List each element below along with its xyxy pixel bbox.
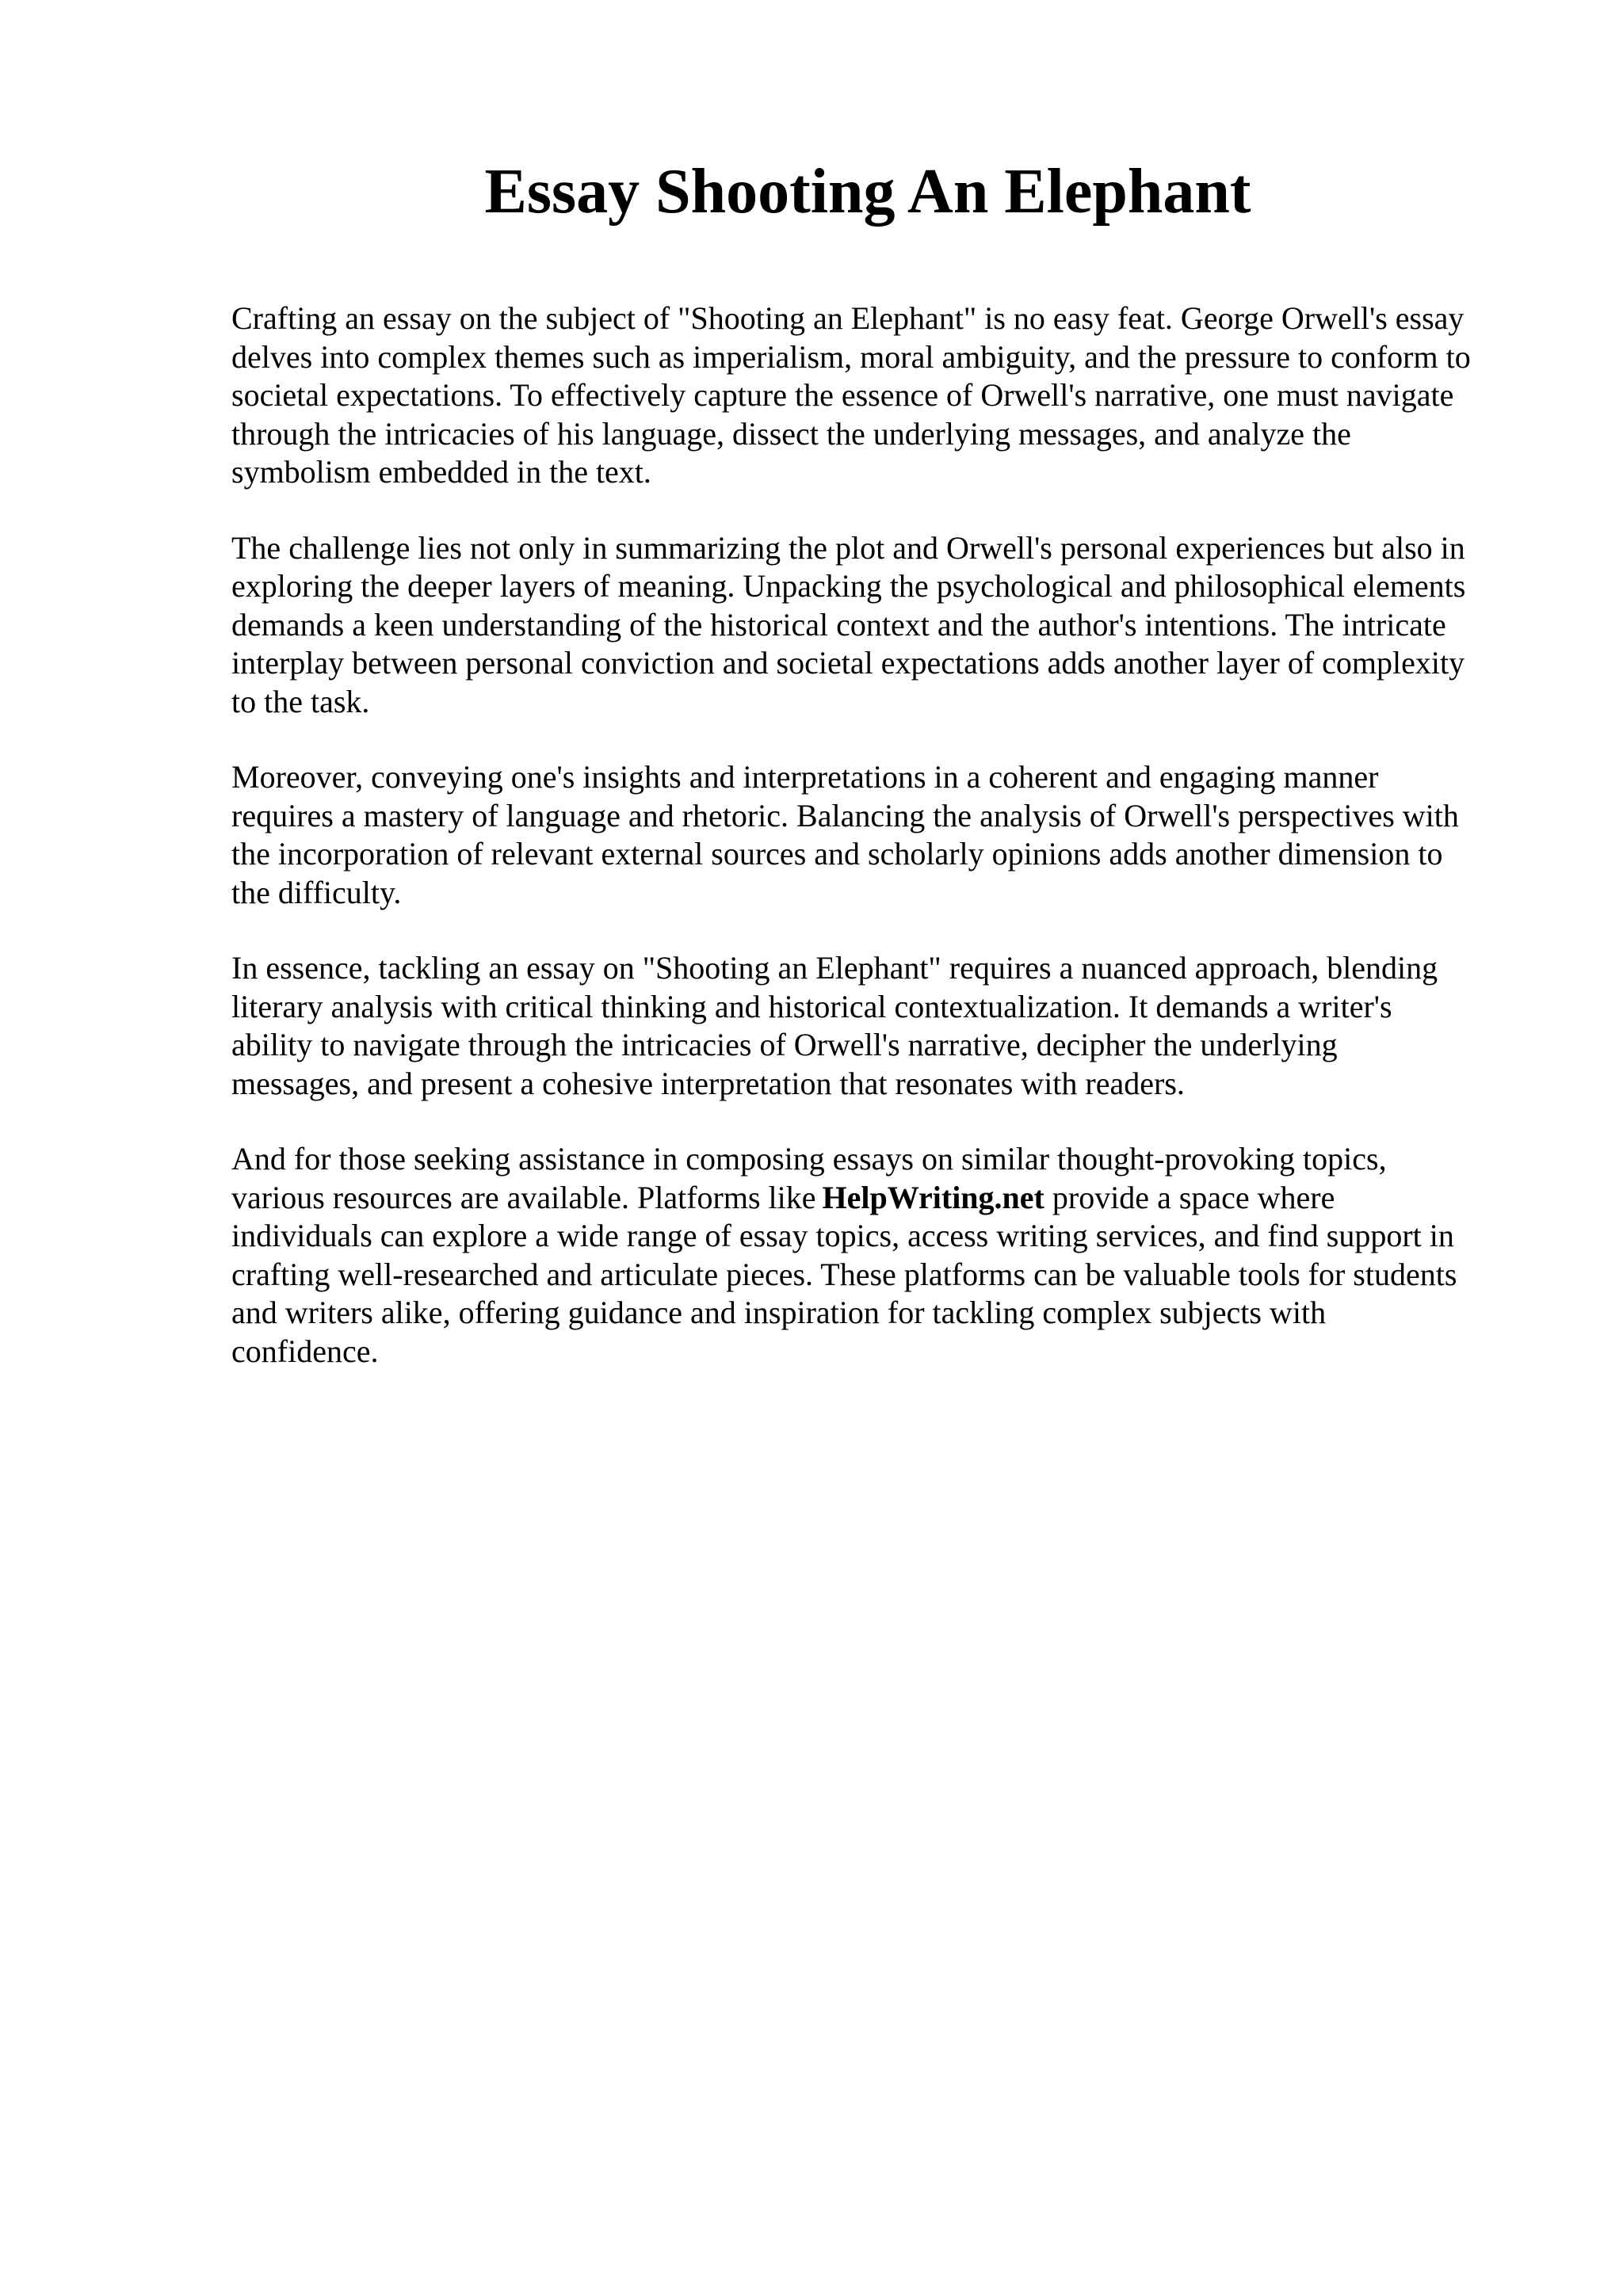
text-line: the incorporation of relevant external sources and scholarly opinions adds another dimension to [231, 836, 1443, 871]
document-body [231, 299, 1531, 1408]
helpwriting-link[interactable]: HelpWriting.net [822, 1179, 1044, 1215]
paragraph-3 [231, 758, 1531, 912]
text-line: The challenge lies not only in summarizing the plot and Orwell's personal experiences but also in [231, 529, 1465, 566]
text-line: confidence. [231, 1333, 379, 1369]
text-line: the difficulty. [231, 874, 402, 910]
text-line: through the intricacies of his language, dissect the underlying messages, and analyze the [231, 415, 1351, 452]
text-line: Moreover, conveying one's insights and interpretations in a coherent and engaging manner [231, 759, 1379, 795]
text-line: messages, and present a cohesive interpretation that resonates with readers. [231, 1065, 1185, 1101]
text-line: crafting well-researched and articulate pieces. These platforms can be valuable tools for students [231, 1256, 1457, 1292]
text-line: and writers alike, offering guidance and inspiration for tackling complex subjects with [231, 1295, 1327, 1330]
text-line: In essence, tackling an essay on "Shooting an Elephant" requires a nuanced approach, blending [231, 950, 1438, 986]
text-segment: various resources are available. Platforms like [231, 1179, 816, 1215]
text-line-with-link [231, 1179, 1531, 1218]
text-line: demands a keen understanding of the historical context and the author's intentions. The intricate [231, 606, 1446, 643]
paragraph-1 [231, 299, 1531, 492]
text-line: individuals can explore a wide range of essay topics, access writing services, and find support in [231, 1218, 1454, 1253]
text-line: symbolism embedded in the text. [231, 454, 651, 490]
text-line: requires a mastery of language and rhetoric. Balancing the analysis of Orwell's perspectives with [231, 797, 1459, 833]
text-line: interplay between personal conviction and societal expectations adds another layer of complexity [231, 645, 1465, 681]
text-line: societal expectations. To effectively capture the essence of Orwell's narrative, one must navigate [231, 377, 1454, 413]
text-line: delves into complex themes such as imperialism, moral ambiguity, and the pressure to conform to [231, 338, 1471, 375]
document-title: Essay Shooting An Elephant [484, 157, 1251, 227]
text-line: ability to navigate through the intricacies of Orwell's narrative, decipher the underlying [231, 1027, 1338, 1062]
paragraph-5 [231, 1140, 1531, 1371]
text-line: to the task. [231, 683, 370, 719]
paragraph-4 [231, 949, 1531, 1103]
text-line: Crafting an essay on the subject of "Shooting an Elephant" is no easy feat. George Orwell's essay [231, 300, 1465, 336]
text-segment: provide a space where [1044, 1179, 1335, 1215]
text-line: literary analysis with critical thinking and historical contextualization. It demands a writer's [231, 988, 1392, 1024]
text-line: exploring the deeper layers of meaning. Unpacking the psychological and philosophical elements [231, 568, 1466, 604]
paragraph-2 [231, 529, 1531, 722]
text-line: And for those seeking assistance in composing essays on similar thought-provoking topics, [231, 1141, 1387, 1177]
